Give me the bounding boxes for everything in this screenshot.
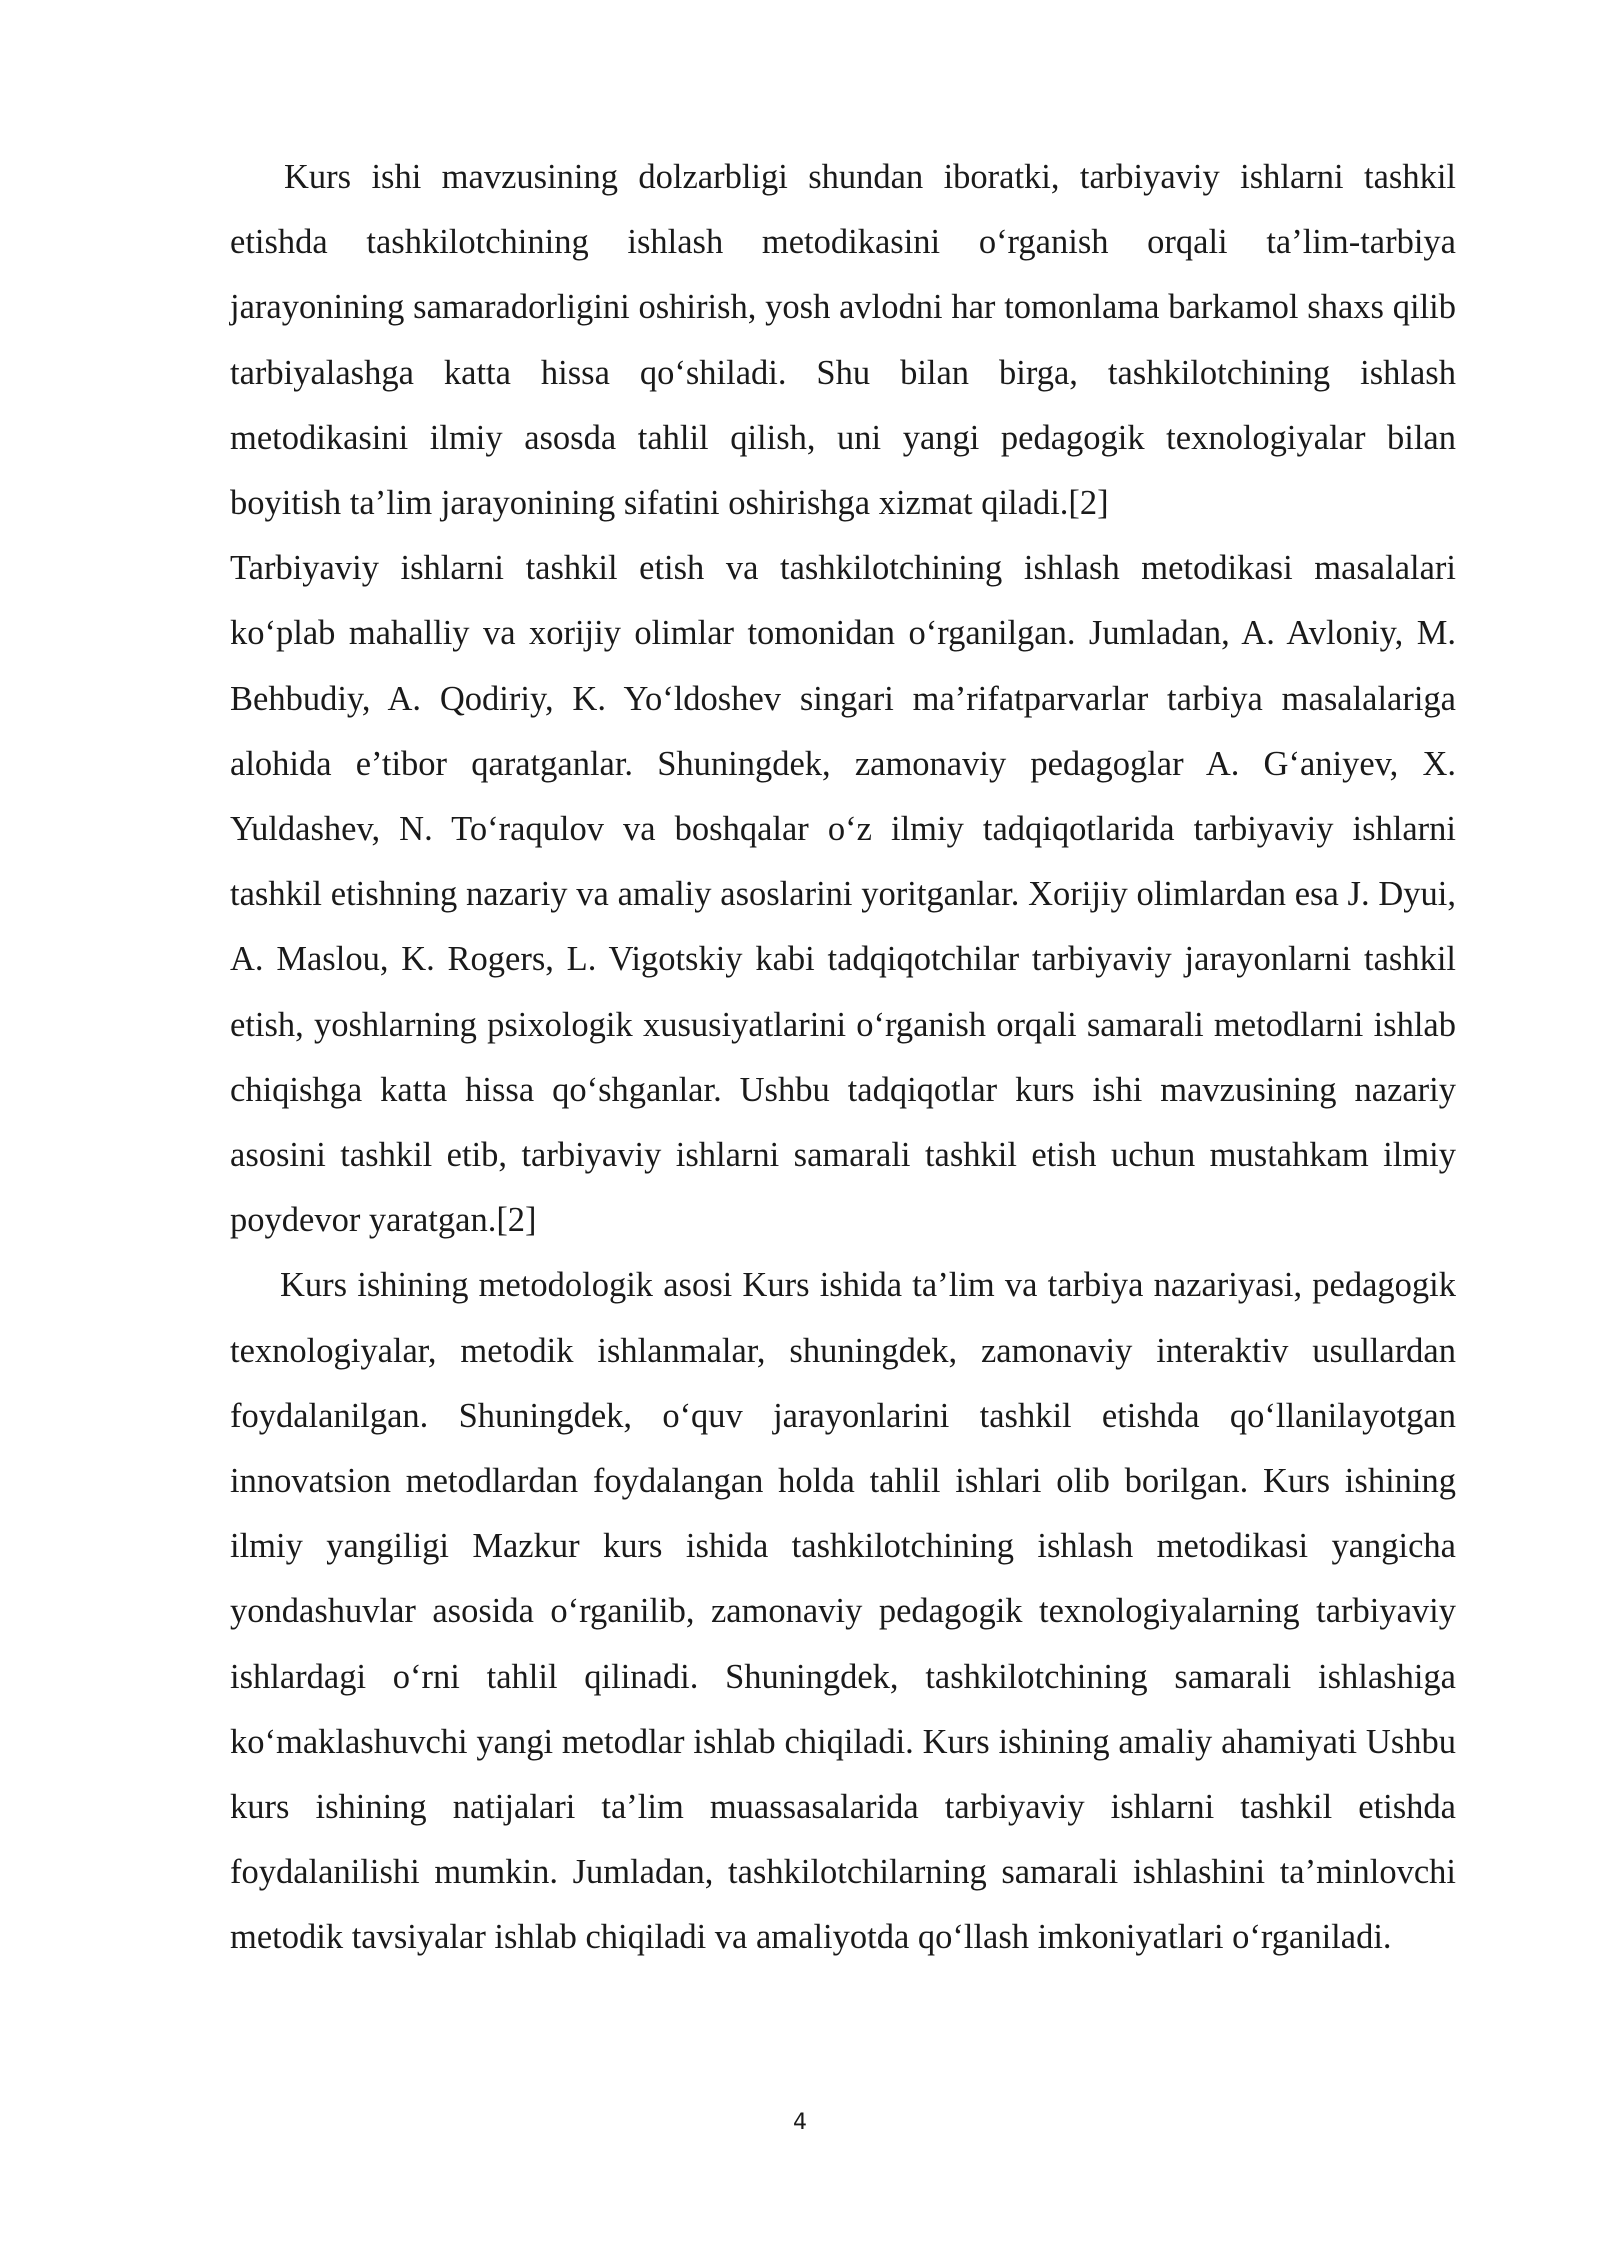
paragraph-literature-review: Tarbiyaviy ishlarni tashkil etish va tashkilotchining ishlash metodikasi masalalari ko‘plab mahalliy va xorijiy olimlar tomonidan o‘rganilgan. Jumladan, A. Avloniy, M. Behbudiy, A. Qodiriy, K. Yo‘ldoshev singari ma’rifatparvarlar tarbiya masalalariga alohida e’tibor qaratganlar. Shuningdek, zamonaviy pedagoglar A. G‘aniyev, X. Yuldashev, N. To‘raqulov va boshqalar o‘z ilmiy tadqiqotlarida tarbiyaviy ishlarni tashkil etishning nazariy va amaliy asoslarini yoritganlar. Xorijiy olimlardan esa J. Dyui, A. Maslou, K. Rogers, L. Vigotskiy kabi tadqiqotchilar tarbiyaviy jarayonlarni tashkil etish, yoshlarning psixologik xususiyatlarini o‘rganish orqali samarali metodlarni ishlab chiqishga katta hissa qo‘shganlar. Ushbu tadqiqotlar kurs ishi mavzusining nazariy asosini tashkil etib, tarbiyaviy ishlarni samarali tashkil etish uchun mustahkam ilmiy poydevor yaratgan.[2] [230,549,1456,1240]
page-number: 4 [793,2110,807,2135]
paragraph-methodology: Kurs ishining metodologik asosi Kurs ishida ta’lim va tarbiya nazariyasi, pedagogik texnologiyalar, metodik ishlanmalar, shuningdek, zamonaviy interaktiv usullardan foydalanilgan. Shuningdek, o‘quv jarayonlarini tashkil etishda qo‘llanilayotgan innovatsion metodlardan foydalangan holda tahlil ishlari olib borilgan. Kurs ishining ilmiy yangiligi Mazkur kurs ishida tashkilotchining ishlash metodikasi yangicha yondashuvlar asosida o‘rganilib, zamonaviy pedagogik texnologiyalarning tarbiyaviy ishlardagi o‘rni tahlil qilinadi. Shuningdek, tashkilotchining samarali ishlashiga ko‘maklashuvchi yangi metodlar ishlab chiqiladi. Kurs ishining amaliy ahamiyati Ushbu kurs ishining natijalari ta’lim muassasalarida tarbiyaviy ishlarni tashkil etishda foydalanilishi mumkin. Jumladan, tashkilotchilarning samarali ishlashini ta’minlovchi metodik tavsiyalar ishlab chiqiladi va amaliyotda qo‘llash imkoniyatlari o‘rganiladi. [230,1266,1456,1957]
paragraph-relevance: Kurs ishi mavzusining dolzarbligi shundan iboratki, tarbiyaviy ishlarni tashkil etishda tashkilotchining ishlash metodikasini o‘rganish orqali ta’lim-tarbiya jarayonining samaradorligini oshirish, yosh avlodni har tomonlama barkamol shaxs qilib tarbiyalashga katta hissa qo‘shiladi. Shu bilan birga, tashkilotchining ishlash metodikasini ilmiy asosda tahlil qilish, uni yangi pedagogik texnologiyalar bilan boyitish ta’lim jarayonining sifatini oshirishga xizmat qiladi.[2] [230,158,1456,523]
body-text [230,145,1456,1971]
